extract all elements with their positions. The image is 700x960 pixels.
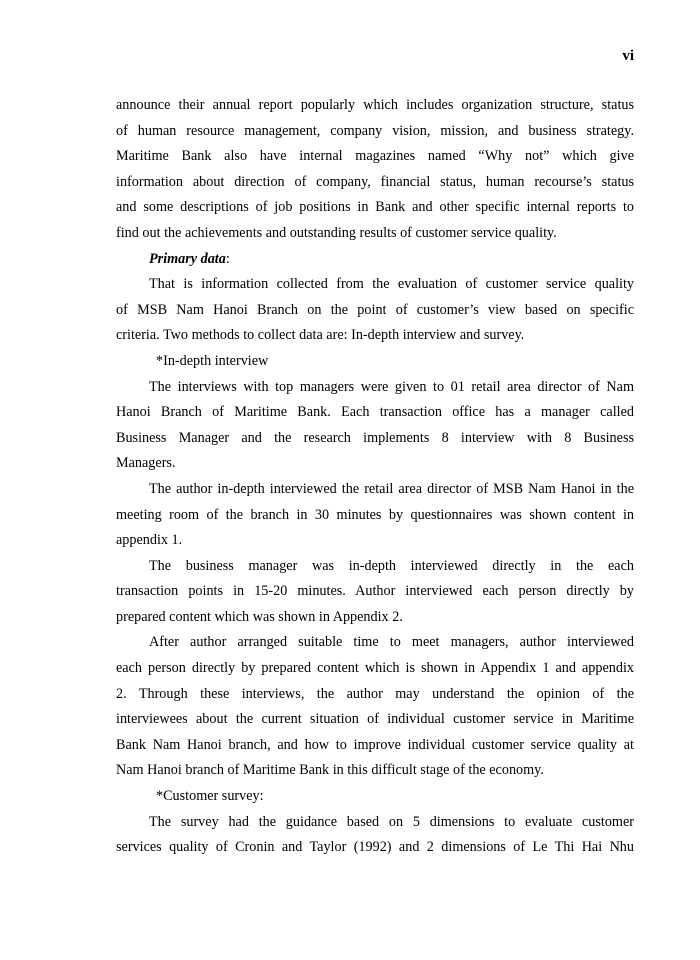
text-line: The interviews with top managers were given to 01 retail area director of Nam xyxy=(149,378,634,395)
primary-data-heading: Primary data xyxy=(149,250,226,267)
text-line: of MSB Nam Hanoi Branch on the point of customer’s view based on specific xyxy=(116,301,634,318)
text-line: The author in-depth interviewed the retail area director of MSB Nam Hanoi in the xyxy=(149,480,634,497)
text-line: and some descriptions of job positions in Bank and other specific internal reports to xyxy=(116,199,634,216)
text-line: information about direction of company, financial status, human recourse’s status xyxy=(116,173,634,190)
text-line: Business Manager and the research implements 8 interview with 8 Business xyxy=(116,429,634,446)
text-line: Managers. xyxy=(116,455,176,472)
text-line: After author arranged suitable time to meet managers, author interviewed xyxy=(149,634,634,651)
text-line: announce their annual report popularly which includes organization structure, status xyxy=(116,97,634,113)
page-number: vi xyxy=(622,48,634,64)
subheading-in-depth-interview: *In-depth interview xyxy=(156,352,269,369)
text-line: The survey had the guidance based on 5 dimensions to evaluate customer xyxy=(149,813,634,830)
text-line: appendix 1. xyxy=(116,532,183,549)
section-heading-primary-data xyxy=(116,247,634,273)
text-line: meeting room of the branch in 30 minutes by questionnaires was shown content in xyxy=(116,506,634,523)
text-line: find out the achievements and outstanding results of customer service quality. xyxy=(116,224,557,241)
body-text xyxy=(116,93,634,861)
text-line: The business manager was in-depth interviewed directly in the each xyxy=(149,557,634,574)
text-line: Maritime Bank also have internal magazines named “Why not” which give xyxy=(116,148,634,165)
text-line: Bank Nam Hanoi branch, and how to improve individual customer service quality at xyxy=(116,736,634,753)
subheading-customer-survey: *Customer survey: xyxy=(156,788,264,805)
text-line: services quality of Cronin and Taylor (1992) and 2 dimensions of Le Thi Hai Nhu xyxy=(116,839,634,856)
text-line: interviewees about the current situation of individual customer service in Maritime xyxy=(116,711,634,728)
text-line: transaction points in 15-20 minutes. Author interviewed each person directly by xyxy=(116,583,634,600)
text-line: each person directly by prepared content which is shown in Appendix 1 and appendix xyxy=(116,660,634,677)
text-line: Hanoi Branch of Maritime Bank. Each transaction office has a manager called xyxy=(116,404,634,421)
text-line: 2. Through these interviews, the author may understand the opinion of the xyxy=(116,685,634,702)
text-line: of human resource management, company vision, mission, and business strategy. xyxy=(116,122,634,139)
primary-data-colon: : xyxy=(225,250,230,267)
text-line: Nam Hanoi branch of Maritime Bank in this difficult stage of the economy. xyxy=(116,762,544,779)
text-line: prepared content which was shown in Appendix 2. xyxy=(116,608,403,625)
text-line: That is information collected from the evaluation of customer service quality xyxy=(149,276,634,293)
text-line: criteria. Two methods to collect data are: In-depth interview and survey. xyxy=(116,327,525,344)
